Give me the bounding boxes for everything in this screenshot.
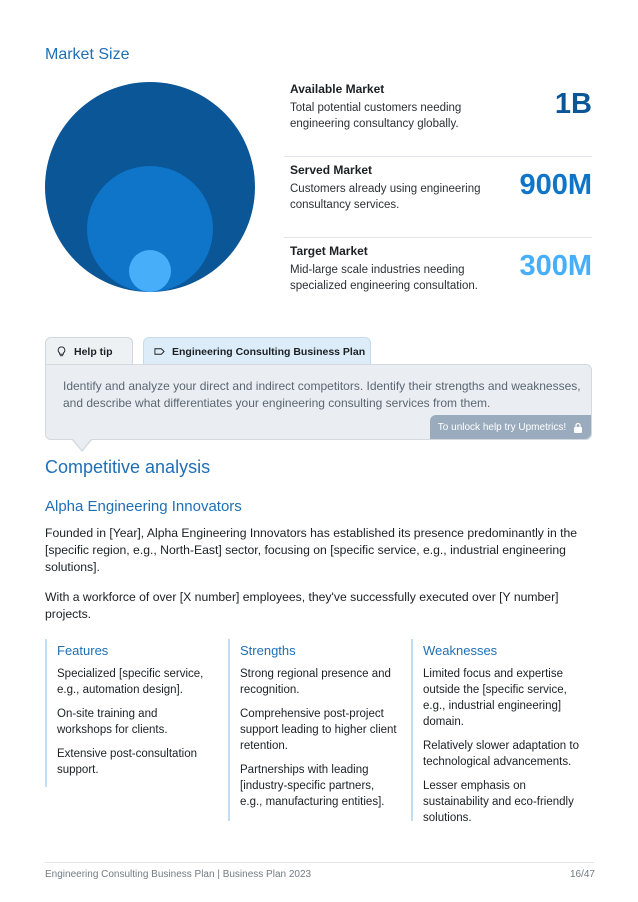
market-row-desc: Total potential customers needing engineering consultancy globally.	[290, 102, 462, 130]
market-row-available	[284, 76, 592, 157]
features-column	[45, 639, 215, 787]
competitor-name: Alpha Engineering Innovators	[45, 498, 242, 515]
help-tip-text: Identify and analyze your direct and indirect competitors. Identify their strengths and weaknesses, and describe what differentiates your engineering consulting services from them.	[63, 379, 581, 410]
unlock-help-button[interactable]	[430, 415, 591, 439]
column-item: Partnerships with leading [industry-specific partners, e.g., manufacturing entities].	[240, 764, 385, 808]
unlock-label: To unlock help try Upmetrics!	[437, 421, 567, 433]
market-row-desc: Customers already using engineering consultancy services.	[290, 183, 481, 211]
tag-icon	[154, 346, 165, 357]
market-row-title: Available Market	[290, 82, 385, 96]
competitor-paragraph-1: Founded in [Year], Alpha Engineering Innovators has established its presence predominantly in the [specific region, e.g., North-East] sector, focusing on [specific service, e.g., industrial engineering solutions].	[45, 526, 578, 574]
column-item: Strong regional presence and recognition.	[240, 668, 391, 696]
market-row-value: 1B	[554, 88, 592, 120]
market-size-title: Market Size	[45, 46, 130, 63]
lightbulb-icon	[56, 346, 67, 357]
column-item: Specialized [specific service, e.g., automation design].	[57, 668, 204, 696]
column-item: Limited focus and expertise outside the [specific service, e.g., industrial engineering] domain.	[423, 668, 567, 728]
help-tip-box	[45, 364, 592, 440]
column-item: Lesser emphasis on sustainability and eco-friendly solutions.	[423, 780, 574, 824]
market-row-value: 900M	[519, 169, 592, 201]
lock-icon	[573, 422, 583, 433]
tab-plan-label: Engineering Consulting Business Plan	[172, 345, 366, 358]
column-title: Weaknesses	[423, 643, 498, 658]
column-item: On-site training and workshops for clients.	[57, 708, 168, 736]
market-row-title: Target Market	[290, 244, 368, 258]
market-row-desc: Mid-large scale industries needing specialized engineering consultation.	[290, 264, 478, 292]
market-row-target	[284, 238, 592, 319]
footer-document-title: Engineering Consulting Business Plan | Business Plan 2023	[45, 869, 312, 880]
competitor-paragraph-2: With a workforce of over [X number] employees, they've successfully executed over [Y number] projects.	[45, 590, 559, 621]
footer-divider	[45, 862, 594, 863]
market-row-value: 300M	[519, 250, 592, 282]
column-item: Comprehensive post-project support leading to higher client retention.	[240, 708, 397, 752]
market-row-served	[284, 157, 592, 238]
column-title: Strengths	[240, 643, 296, 658]
market-size-circles	[45, 82, 255, 292]
market-row-title: Served Market	[290, 163, 373, 177]
weaknesses-column	[411, 639, 581, 824]
tip-pointer	[73, 439, 91, 450]
target-market-circle	[129, 250, 171, 292]
competitive-analysis-heading: Competitive analysis	[45, 457, 211, 477]
tab-help-tip[interactable]	[45, 337, 133, 365]
footer-page-number: 16/47	[569, 869, 595, 880]
column-item: Extensive post-consultation support.	[57, 748, 197, 776]
column-item: Relatively slower adaptation to technological advancements.	[423, 740, 579, 768]
tab-help-label: Help tip	[74, 345, 113, 358]
market-list	[284, 76, 592, 319]
tab-business-plan[interactable]	[143, 337, 371, 365]
strengths-column	[228, 639, 398, 821]
column-title: Features	[57, 643, 109, 658]
